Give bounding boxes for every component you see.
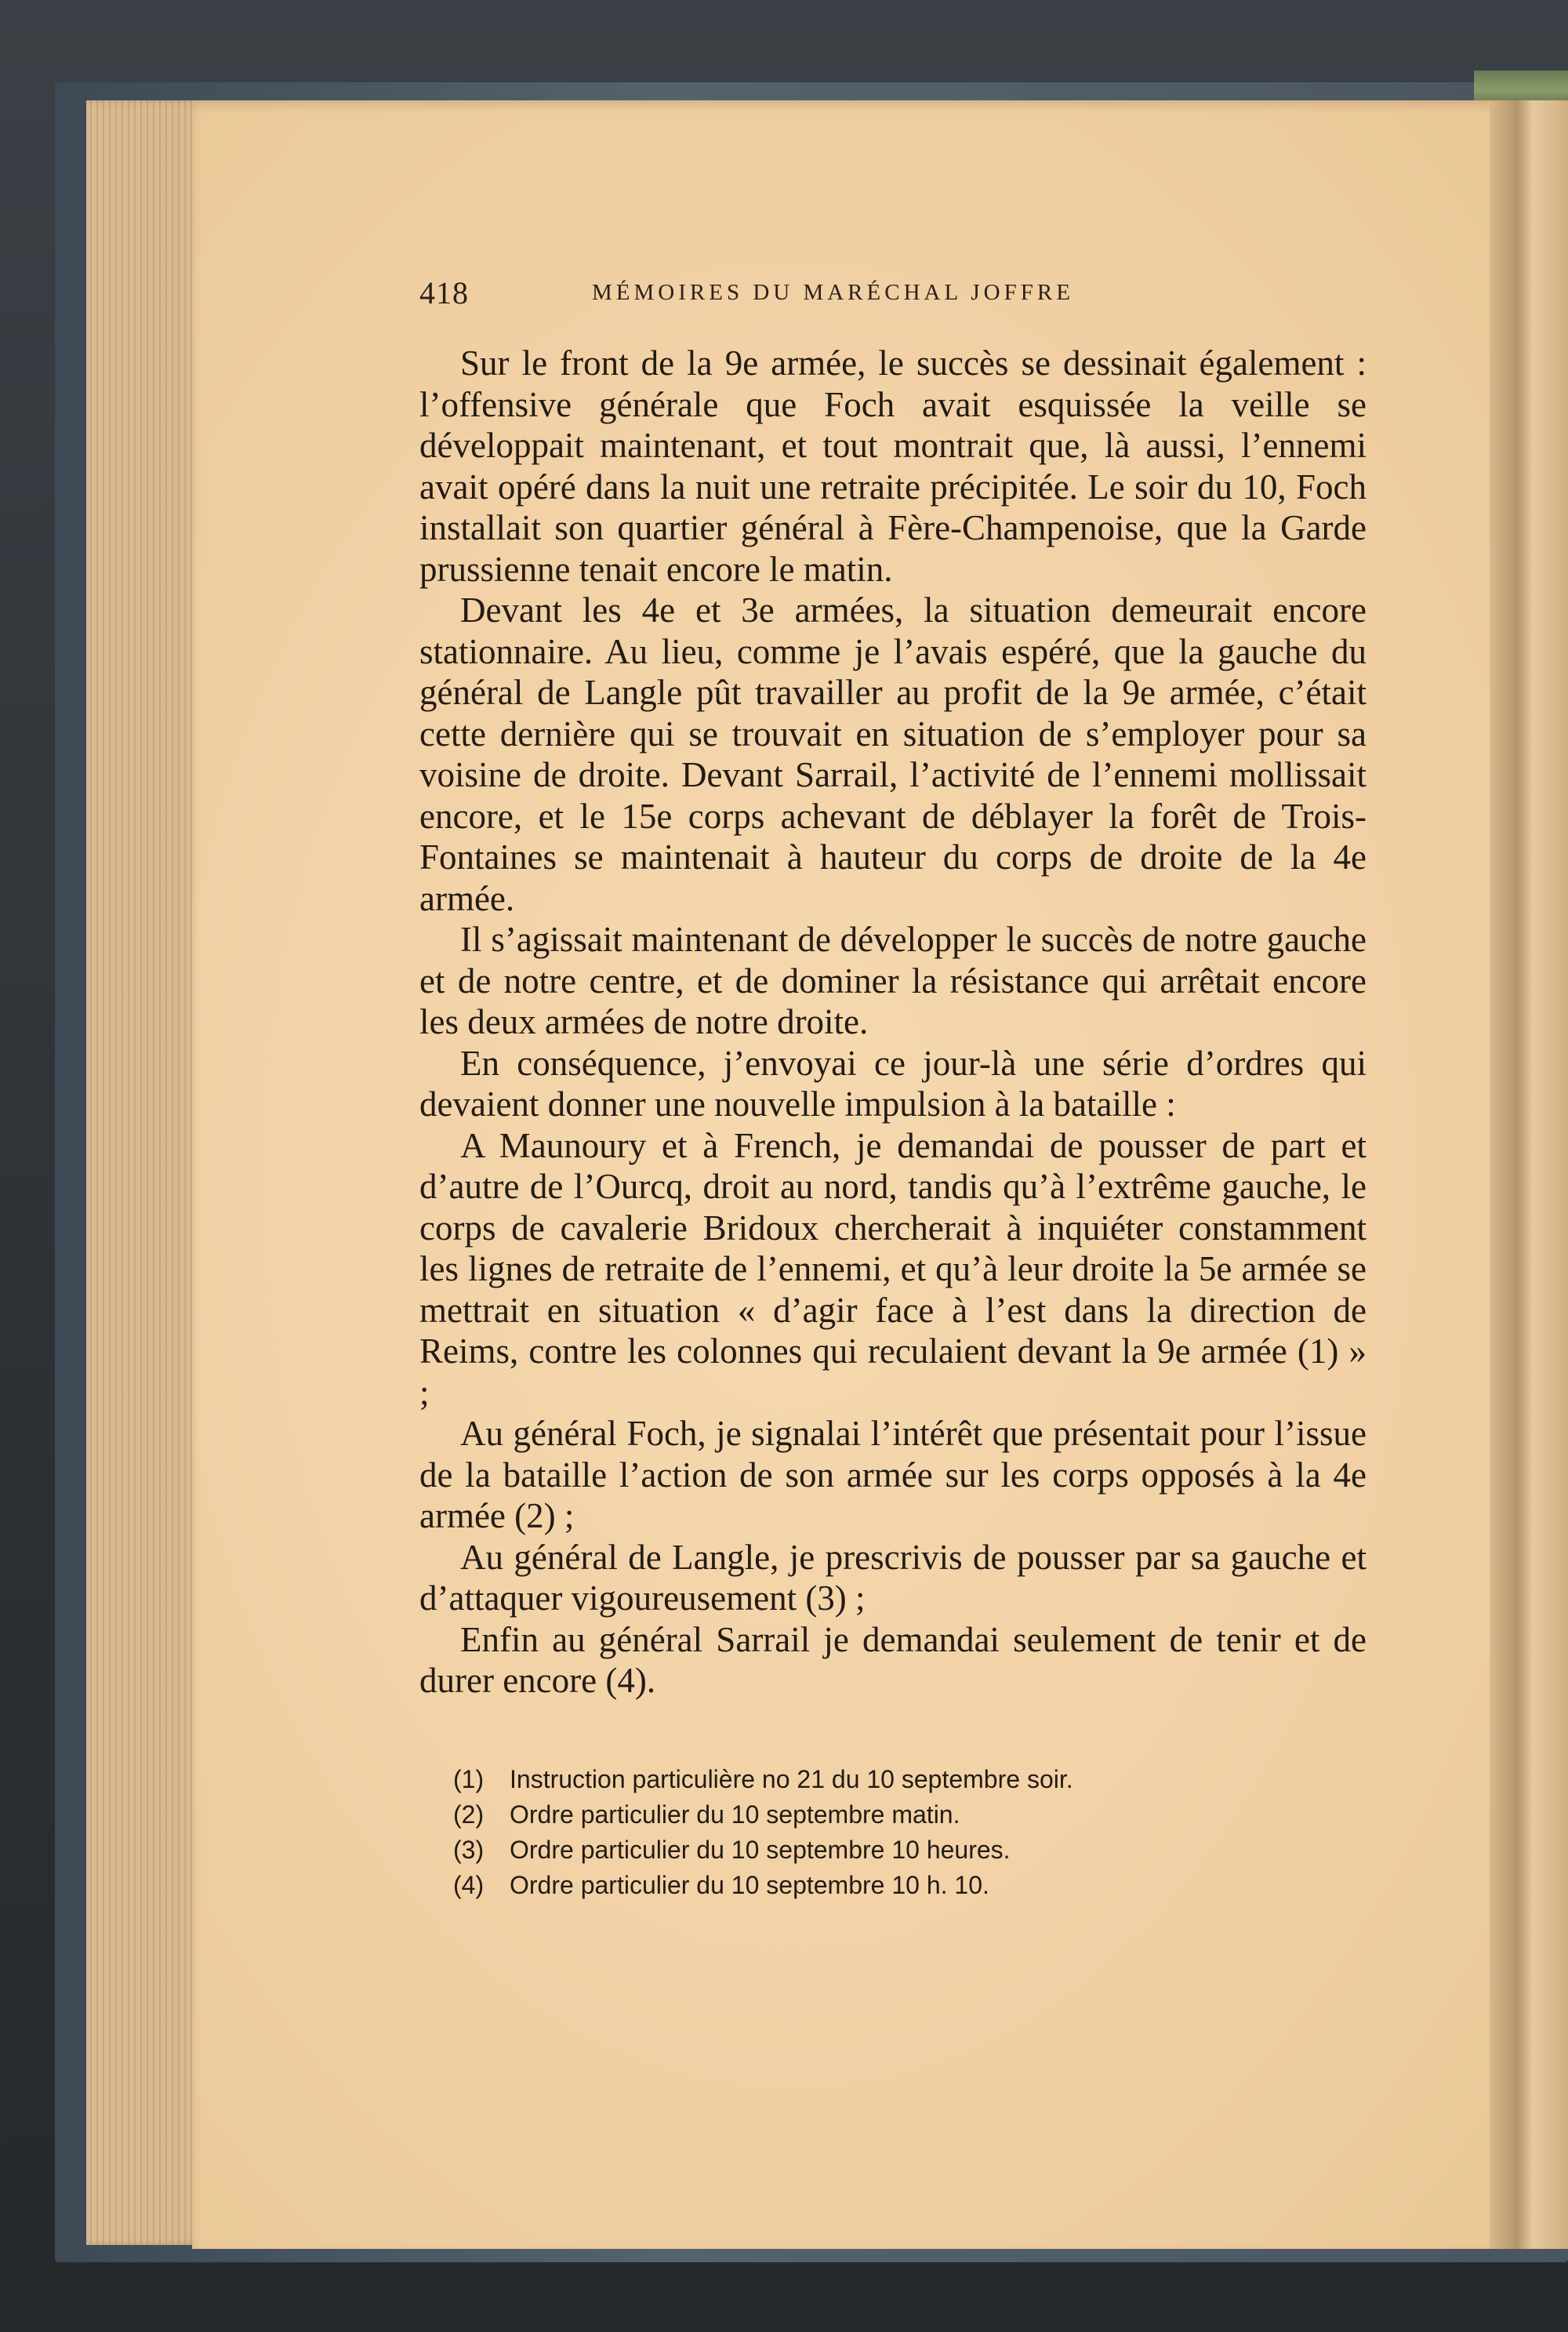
- footnote-text: Ordre particulier du 10 septembre matin.: [510, 1800, 960, 1829]
- footnotes: [453, 1762, 1378, 1903]
- paragraph: En conséquence, j’envoyai ce jour-là une série d’ordres qui devaient donner une nouvelle impulsion à la bataille :: [419, 1043, 1367, 1124]
- paragraph: Il s’agissait maintenant de développer le succès de notre gauche et de notre centre, et de dominer la résistance qui arrêtait encore les deux armées de notre droite.: [419, 920, 1367, 1041]
- footnote-text: Ordre particulier du 10 septembre 10 h. 10.: [510, 1871, 989, 1899]
- book-gutter: [1490, 100, 1568, 2249]
- footnote: [453, 1762, 1378, 1797]
- footnote: [453, 1833, 1378, 1868]
- footnote-label: (2): [453, 1800, 485, 1829]
- paragraph: A Maunoury et à French, je demandai de pousser de part et d’autre de l’Ourcq, droit au nord, tandis qu’à l’extrême gauche, le corps de cavalerie Bridoux chercherait à inquiéter constamment les lignes de retraite de l’ennemi, et qu’à leur droite la 5e armée se mettrait en situation « d’agir face à l’est dans la direction de Reims, contre les colonnes qui reculaient devant la 9e armée (1) » ;: [419, 1125, 1367, 1412]
- page-header: [419, 274, 1384, 321]
- page-number: 418: [419, 275, 469, 311]
- paragraph: Enfin au général Sarrail je demandai seulement de tenir et de durer encore (4).: [419, 1619, 1367, 1700]
- paragraph: Au général Foch, je signalai l’intérêt que présentait pour l’issue de la bataille l’action de son armée sur les corps opposés à la 4e armée (2) ;: [419, 1414, 1367, 1535]
- running-head: MÉMOIRES DU MARÉCHAL JOFFRE: [592, 280, 1074, 305]
- footnote: [453, 1868, 1378, 1903]
- footnote-label: (3): [453, 1836, 485, 1864]
- paragraph: Devant les 4e et 3e armées, la situation demeurait encore stationnaire. Au lieu, comme je l’avais espéré, que la gauche du général de Langle pût travailler au profit de la 9e armée, c’était cette dernière qui se trouvait en situation de s’employer pour sa voisine de droite. Devant Sarrail, l’activité de l’ennemi mollissait encore, et le 15e corps achevant de déblayer la forêt de Trois-Fontaines se maintenait à hauteur du corps de droite de la 4e armée.: [419, 590, 1367, 918]
- body-text: [419, 343, 1367, 1702]
- paragraph: Sur le front de la 9e armée, le succès se dessinait également : l’offensive générale que Foch avait esquissée la veille se développait maintenant, et tout montrait que, là aussi, l’ennemi avait opéré dans la nuit une retraite précipitée. Le soir du 10, Foch installait son quartier général à Fère-Champenoise, que la Garde prussienne tenait encore le matin.: [419, 343, 1367, 589]
- footnote-label: (1): [453, 1765, 485, 1793]
- footnote-label: (4): [453, 1871, 485, 1899]
- footnote-text: Instruction particulière no 21 du 10 septembre soir.: [510, 1765, 1073, 1793]
- paragraph: Au général de Langle, je prescrivis de pousser par sa gauche et d’attaquer vigoureusement (3) ;: [419, 1537, 1367, 1618]
- footnote-text: Ordre particulier du 10 septembre 10 heures.: [510, 1836, 1011, 1864]
- page-edges: [86, 100, 204, 2245]
- footnote: [453, 1797, 1378, 1833]
